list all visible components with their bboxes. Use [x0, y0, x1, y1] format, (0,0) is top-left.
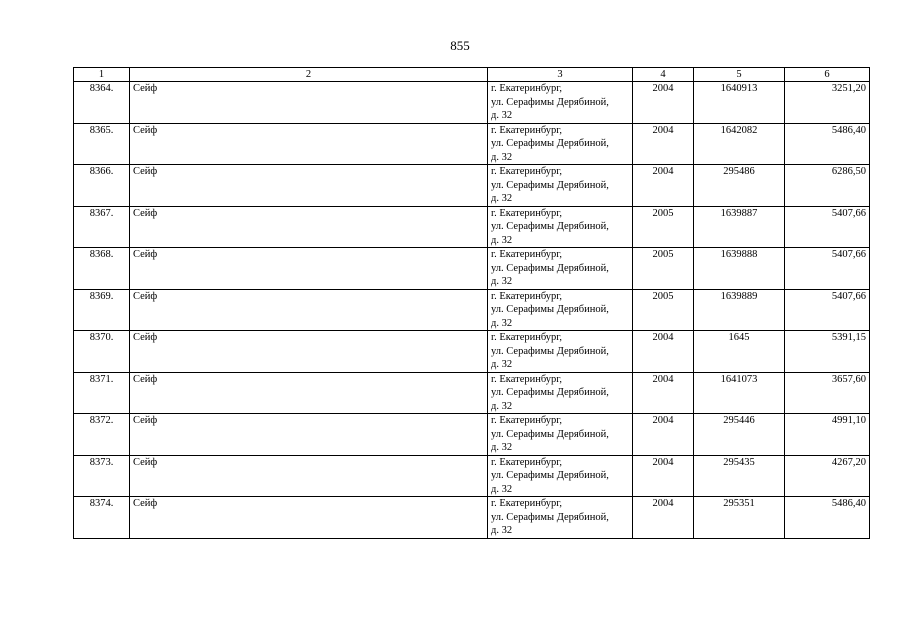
item-address — [488, 497, 633, 539]
table-row — [74, 123, 870, 165]
inventory-number: 1642082 — [694, 123, 785, 165]
item-name: Сейф — [130, 414, 488, 456]
item-year: 2005 — [633, 248, 694, 290]
address-line: г. Екатеринбург, — [491, 124, 563, 136]
property-registry-table — [73, 67, 870, 539]
table-row — [74, 497, 870, 539]
item-cost: 6286,50 — [785, 165, 870, 207]
item-year: 2005 — [633, 289, 694, 331]
item-address — [488, 372, 633, 414]
inventory-number: 295351 — [694, 497, 785, 539]
item-year: 2005 — [633, 206, 694, 248]
header-row — [74, 68, 870, 82]
address-line: ул. Серафимы Дерябиной, — [491, 345, 609, 357]
item-name: Сейф — [130, 289, 488, 331]
item-name: Сейф — [130, 372, 488, 414]
address-line: д. 32 — [491, 442, 513, 453]
item-year: 2004 — [633, 455, 694, 497]
item-cost: 5407,66 — [785, 289, 870, 331]
item-year: 2004 — [633, 414, 694, 456]
column-header-5: 5 — [694, 68, 785, 82]
table-row — [74, 165, 870, 207]
address-line: г. Екатеринбург, — [491, 249, 563, 260]
item-address — [488, 331, 633, 373]
table-row — [74, 372, 870, 414]
address-line: ул. Серафимы Дерябиной, — [491, 138, 609, 149]
item-cost: 4267,20 — [785, 455, 870, 497]
item-address — [488, 206, 633, 248]
inventory-number: 1639888 — [694, 248, 785, 290]
item-name: Сейф — [130, 123, 488, 165]
item-cost: 3251,20 — [785, 82, 870, 124]
page-number: 855 — [450, 38, 470, 53]
address-line: г. Екатеринбург, — [491, 83, 563, 94]
item-year: 2004 — [633, 331, 694, 373]
inventory-number: 295486 — [694, 165, 785, 207]
address-line: д. 32 — [491, 193, 513, 204]
table-header — [74, 68, 870, 82]
column-header-6: 6 — [785, 68, 870, 82]
row-number: 8374. — [74, 497, 130, 539]
row-number: 8369. — [74, 289, 130, 331]
table-row — [74, 289, 870, 331]
row-number: 8367. — [74, 206, 130, 248]
item-address — [488, 165, 633, 207]
address-line: г. Екатеринбург, — [491, 166, 563, 177]
address-line: г. Екатеринбург, — [491, 498, 563, 509]
inventory-number: 1640913 — [694, 82, 785, 124]
item-cost: 5407,66 — [785, 206, 870, 248]
item-name: Сейф — [130, 206, 488, 248]
column-header-4: 4 — [633, 68, 694, 82]
address-line: ул. Серафимы Дерябиной, — [491, 221, 609, 232]
address-line: д. 32 — [491, 483, 513, 495]
row-number: 8365. — [74, 123, 130, 165]
item-year: 2004 — [633, 372, 694, 414]
item-address — [488, 455, 633, 497]
table-body — [74, 82, 870, 539]
address-line: г. Екатеринбург, — [491, 373, 563, 385]
item-name: Сейф — [130, 248, 488, 290]
table-row — [74, 248, 870, 290]
inventory-number: 1641073 — [694, 372, 785, 414]
address-line: д. 32 — [491, 110, 513, 121]
column-header-1: 1 — [74, 68, 130, 82]
inventory-number: 1639887 — [694, 206, 785, 248]
row-number: 8366. — [74, 165, 130, 207]
address-line: ул. Серафимы Дерябиной, — [491, 262, 609, 274]
item-address — [488, 82, 633, 124]
item-cost: 4991,10 — [785, 414, 870, 456]
address-line: ул. Серафимы Дерябиной, — [491, 304, 609, 315]
item-address — [488, 289, 633, 331]
address-line: ул. Серафимы Дерябиной, — [491, 179, 609, 191]
address-line: ул. Серафимы Дерябиной, — [491, 428, 609, 440]
inventory-number: 295446 — [694, 414, 785, 456]
row-number: 8372. — [74, 414, 130, 456]
address-line: ул. Серафимы Дерябиной, — [491, 470, 609, 481]
address-line: д. 32 — [491, 151, 513, 163]
address-line: д. 32 — [491, 276, 513, 287]
table-row — [74, 414, 870, 456]
item-address — [488, 414, 633, 456]
column-header-3: 3 — [488, 68, 633, 82]
item-name: Сейф — [130, 165, 488, 207]
item-cost: 5486,40 — [785, 123, 870, 165]
address-line: г. Екатеринбург, — [491, 332, 563, 343]
item-year: 2004 — [633, 165, 694, 207]
table-row — [74, 82, 870, 124]
address-line: д. 32 — [491, 234, 513, 246]
address-line: г. Екатеринбург, — [491, 207, 563, 219]
inventory-number: 1639889 — [694, 289, 785, 331]
address-line: г. Екатеринбург, — [491, 456, 563, 468]
address-line: ул. Серафимы Дерябиной, — [491, 387, 609, 398]
inventory-number: 1645 — [694, 331, 785, 373]
address-line: д. 32 — [491, 525, 513, 536]
item-year: 2004 — [633, 123, 694, 165]
row-number: 8364. — [74, 82, 130, 124]
address-line: г. Екатеринбург, — [491, 290, 563, 302]
item-cost: 5407,66 — [785, 248, 870, 290]
column-header-2: 2 — [130, 68, 488, 82]
address-line: д. 32 — [491, 400, 513, 412]
item-name: Сейф — [130, 455, 488, 497]
item-cost: 5486,40 — [785, 497, 870, 539]
item-address — [488, 123, 633, 165]
table-row — [74, 206, 870, 248]
address-line: ул. Серафимы Дерябиной, — [491, 511, 609, 523]
row-number: 8370. — [74, 331, 130, 373]
item-cost: 3657,60 — [785, 372, 870, 414]
table-row — [74, 331, 870, 373]
address-line: ул. Серафимы Дерябиной, — [491, 96, 609, 108]
row-number: 8371. — [74, 372, 130, 414]
item-cost: 5391,15 — [785, 331, 870, 373]
item-name: Сейф — [130, 331, 488, 373]
item-year: 2004 — [633, 497, 694, 539]
address-line: д. 32 — [491, 317, 513, 329]
address-line: г. Екатеринбург, — [491, 415, 563, 426]
item-name: Сейф — [130, 82, 488, 124]
item-address — [488, 248, 633, 290]
row-number: 8373. — [74, 455, 130, 497]
table-row — [74, 455, 870, 497]
row-number: 8368. — [74, 248, 130, 290]
address-line: д. 32 — [491, 359, 513, 370]
item-name: Сейф — [130, 497, 488, 539]
inventory-number: 295435 — [694, 455, 785, 497]
item-year: 2004 — [633, 82, 694, 124]
